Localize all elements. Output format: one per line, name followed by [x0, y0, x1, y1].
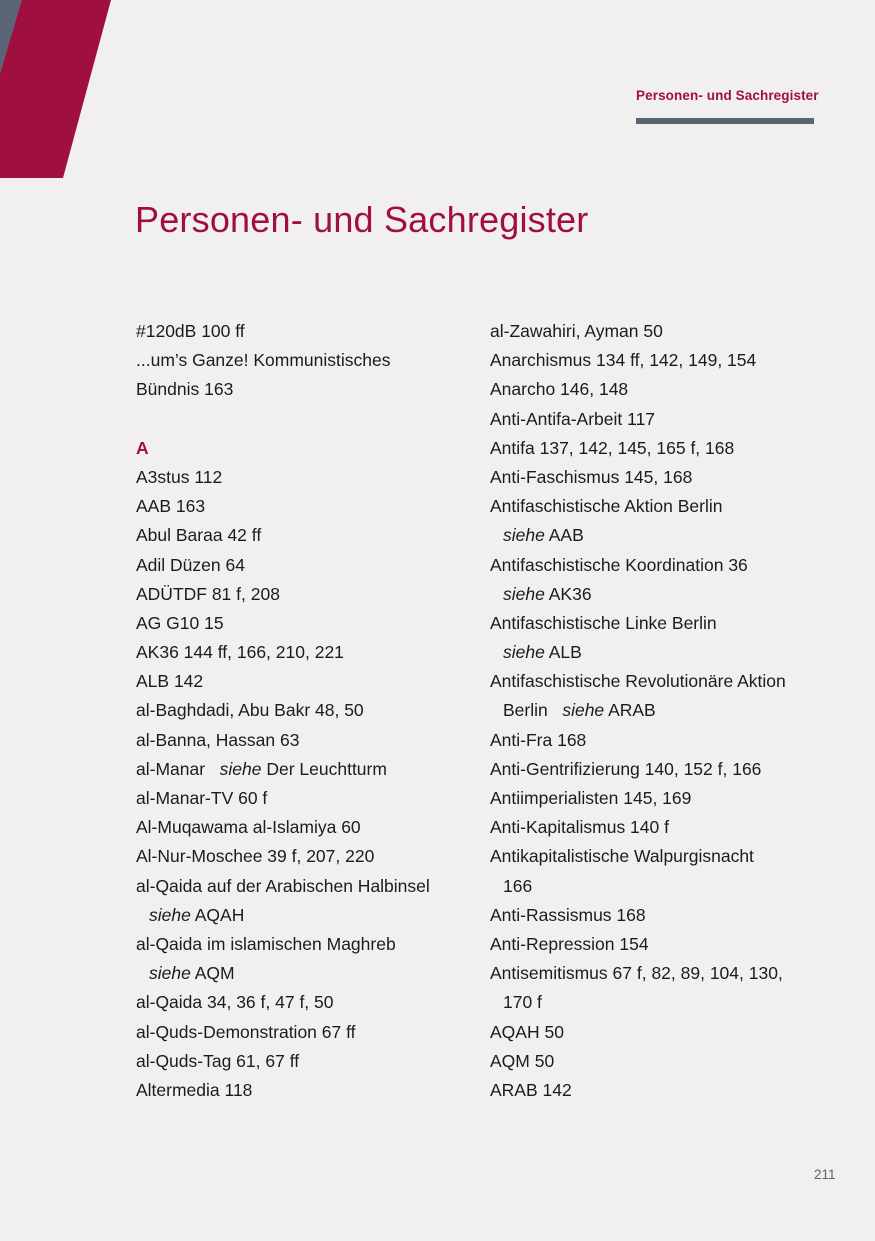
index-entry: Anarcho 146, 148	[490, 379, 629, 400]
index-entry: al-Zawahiri, Ayman 50	[490, 321, 663, 341]
index-entry-see	[490, 638, 830, 667]
index-column-right	[490, 317, 830, 1105]
entry-term: Berlin	[503, 700, 563, 721]
see-reference-label: siehe	[503, 525, 545, 546]
see-target: ALB	[544, 642, 582, 663]
index-entry: Al-Muqawama al-Islamiya 60	[136, 817, 361, 838]
see-reference-label: siehe	[562, 700, 605, 721]
index-entry: al-Qaida auf der Arabischen Halbinsel	[136, 875, 430, 896]
index-entry: AK36 144 ff, 166, 210, 221	[136, 642, 344, 663]
index-entry: #120dB 100 ff	[136, 321, 245, 341]
index-entry: Antifaschistische Koordination 36	[490, 554, 748, 575]
see-reference-label: siehe	[503, 642, 545, 663]
index-entry-see	[136, 959, 476, 988]
spacer	[136, 405, 476, 434]
index-entry: Altermedia 118	[136, 1079, 253, 1100]
index-entry: Antifaschistische Aktion Berlin	[490, 496, 723, 517]
see-target: AQAH	[190, 904, 245, 925]
index-entry: Antifa 137, 142, 145, 165 f, 168	[490, 437, 735, 458]
index-entry: al-Qaida im islamischen Maghreb	[136, 933, 396, 954]
see-reference-label: siehe	[149, 963, 191, 984]
section-letter: A	[136, 437, 149, 458]
see-target: AK36	[544, 583, 592, 604]
index-entry: ...um’s Ganze! Kommunistisches	[136, 350, 391, 371]
index-entry: Antifaschistische Revolutionäre Aktion	[490, 671, 786, 692]
see-target: Der Leuchtturm	[261, 758, 387, 779]
index-entry: al-Banna, Hassan 63	[136, 729, 300, 750]
index-entry: ALB 142	[136, 671, 204, 692]
index-entry: Anti-Faschismus 145, 168	[490, 466, 693, 487]
index-entry: Adil Düzen 64	[136, 554, 245, 575]
index-entry: Antisemitismus 67 f, 82, 89, 104, 130,	[490, 963, 783, 984]
page-number: 211	[814, 1167, 836, 1182]
index-entry: Antikapitalistische Walpurgisnacht	[490, 846, 754, 867]
see-reference-label: siehe	[219, 758, 262, 779]
see-target: ARAB	[604, 700, 656, 721]
index-entry: Anti-Gentrifizierung 140, 152 f, 166	[490, 758, 762, 779]
see-reference-label: siehe	[503, 583, 545, 604]
index-entry: Abul Baraa 42 ff	[136, 525, 262, 546]
index-entry-see	[490, 580, 830, 609]
index-entry: Anti-Antifa-Arbeit 117	[490, 408, 656, 429]
index-entry: AG G10 15	[136, 612, 224, 633]
index-entry: Anti-Repression 154	[490, 933, 649, 954]
index-entry-see	[490, 521, 830, 550]
index-entry: Antifaschistische Linke Berlin	[490, 612, 717, 633]
index-entry: Anti-Fra 168	[490, 729, 587, 750]
index-entry: ADÜTDF 81 f, 208	[136, 583, 280, 604]
index-entry-see	[136, 901, 476, 930]
corner-decoration	[0, 0, 120, 180]
index-entry: Anti-Kapitalismus 140 f	[490, 817, 669, 838]
index-entry: AAB 163	[136, 496, 206, 517]
entry-term: al-Manar	[136, 758, 220, 779]
header-rule	[636, 118, 814, 124]
page-title: Personen- und Sachregister	[135, 199, 589, 240]
index-entry: Anarchismus 134 ff, 142, 149, 154	[490, 350, 757, 371]
index-entry: ARAB 142	[490, 1079, 572, 1100]
index-entry: Anti-Rassismus 168	[490, 904, 646, 925]
see-target: AAB	[544, 525, 584, 546]
index-entry-see	[136, 755, 476, 784]
index-entry-continuation: 166	[503, 875, 533, 896]
index-entry: al-Baghdadi, Abu Bakr 48, 50	[136, 700, 364, 721]
index-entry: al-Manar-TV 60 f	[136, 788, 268, 808]
index-entry: AQAH 50	[490, 1021, 564, 1042]
see-reference-label: siehe	[149, 904, 191, 925]
index-entry: Bündnis 163	[136, 379, 234, 400]
index-entry-continuation: 170 f	[503, 992, 542, 1013]
index-entry: al-Qaida 34, 36 f, 47 f, 50	[136, 992, 334, 1013]
running-head: Personen- und Sachregister	[636, 88, 819, 103]
index-entry: Al-Nur-Moschee 39 f, 207, 220	[136, 846, 375, 867]
index-entry: al-Quds-Tag 61, 67 ff	[136, 1050, 300, 1071]
index-entry-see	[490, 696, 830, 725]
index-entry: Antiimperialisten 145, 169	[490, 788, 692, 808]
see-target: AQM	[190, 963, 235, 984]
index-entry: al-Quds-Demonstration 67 ff	[136, 1021, 356, 1042]
index-column-left	[136, 317, 476, 1105]
index-entry: AQM 50	[490, 1050, 555, 1071]
index-entry: A3stus 112	[136, 466, 223, 487]
